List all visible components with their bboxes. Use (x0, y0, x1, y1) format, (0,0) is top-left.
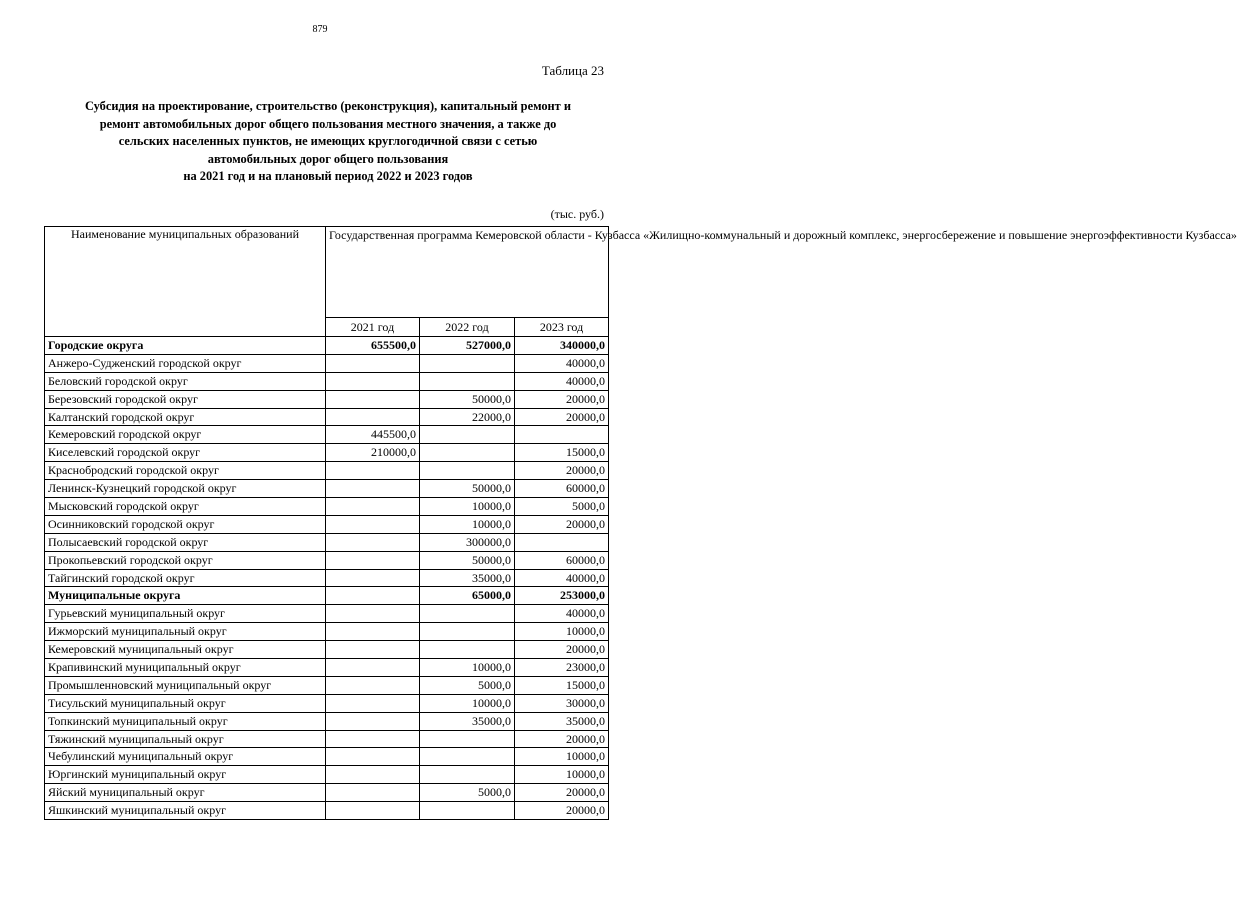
value-2021-cell (326, 641, 420, 659)
value-2021-cell (326, 748, 420, 766)
value-2022-cell (420, 462, 515, 480)
value-2023-cell: 40000,0 (515, 605, 609, 623)
table-row (45, 462, 609, 480)
municipality-name-cell: Тисульский муниципальный округ (45, 694, 326, 712)
municipality-name-cell: Прокопьевский городской округ (45, 551, 326, 569)
table-row (45, 569, 609, 587)
value-2023-cell: 20000,0 (515, 462, 609, 480)
value-2022-cell: 65000,0 (420, 587, 515, 605)
value-2023-cell: 20000,0 (515, 730, 609, 748)
title-line: сельских населенных пунктов, не имеющих круглогодичной связи с сетью (118, 134, 538, 148)
value-2022-cell: 22000,0 (420, 408, 515, 426)
value-2023-cell: 10000,0 (515, 748, 609, 766)
value-2023-cell: 20000,0 (515, 641, 609, 659)
table-row (45, 712, 609, 730)
value-2023-cell: 340000,0 (515, 337, 609, 355)
value-2021-cell (326, 498, 420, 516)
value-2021-cell (326, 623, 420, 641)
value-2023-cell: 60000,0 (515, 480, 609, 498)
table-row (45, 730, 609, 748)
table-row (45, 659, 609, 677)
value-2023-cell: 20000,0 (515, 802, 609, 820)
table-row (45, 605, 609, 623)
value-2023-cell: 20000,0 (515, 408, 609, 426)
value-2022-cell: 10000,0 (420, 659, 515, 677)
value-2021-cell (326, 694, 420, 712)
value-2023-cell: 5000,0 (515, 498, 609, 516)
value-2021-cell: 655500,0 (326, 337, 420, 355)
value-2021-cell (326, 390, 420, 408)
title-line: на 2021 год и на плановый период 2022 и 2023 годов (183, 169, 473, 183)
value-2022-cell: 10000,0 (420, 498, 515, 516)
value-2022-cell (420, 372, 515, 390)
table-row (45, 354, 609, 372)
municipality-name-cell: Гурьевский муниципальный округ (45, 605, 326, 623)
table-row (45, 784, 609, 802)
municipality-name-cell: Крапивинский муниципальный округ (45, 659, 326, 677)
program-column-header: Государственная программа Кемеровской области - Кузбасса «Жилищно-коммунальный и дорожный комплекс, энергосбережение и повышение энергоэффективности Кузбасса» (326, 227, 609, 318)
table-row (45, 551, 609, 569)
table-row (45, 498, 609, 516)
value-2022-cell: 5000,0 (420, 784, 515, 802)
municipality-name-cell: Яйский муниципальный округ (45, 784, 326, 802)
value-2023-cell: 15000,0 (515, 444, 609, 462)
value-2021-cell (326, 605, 420, 623)
title-line: Субсидия на проектирование, строительство (реконструкция), капитальный ремонт и (84, 99, 572, 113)
value-2022-cell (420, 766, 515, 784)
title-line: автомобильных дорог общего пользования (207, 151, 449, 166)
municipality-name-cell: Калтанский городской округ (45, 408, 326, 426)
value-2022-cell: 527000,0 (420, 337, 515, 355)
municipality-name-cell: Кемеровский муниципальный округ (45, 641, 326, 659)
value-2021-cell (326, 480, 420, 498)
table-row (45, 802, 609, 820)
municipality-name-cell: Муниципальные округа (45, 587, 326, 605)
value-2021-cell (326, 408, 420, 426)
value-2023-cell: 20000,0 (515, 784, 609, 802)
value-2021-cell (326, 712, 420, 730)
value-2023-cell: 40000,0 (515, 372, 609, 390)
value-2023-cell: 20000,0 (515, 390, 609, 408)
subsidy-table (44, 226, 1237, 820)
municipality-name-cell: Промышленновский муниципальный округ (45, 676, 326, 694)
value-2021-cell (326, 372, 420, 390)
value-2021-cell: 445500,0 (326, 426, 420, 444)
value-2023-cell: 10000,0 (515, 766, 609, 784)
table-row (45, 694, 609, 712)
table-row (45, 372, 609, 390)
value-2023-cell: 40000,0 (515, 569, 609, 587)
table-row (45, 426, 609, 444)
municipality-name-cell: Краснобродский городской округ (45, 462, 326, 480)
value-2023-cell: 60000,0 (515, 551, 609, 569)
value-2023-cell: 35000,0 (515, 712, 609, 730)
municipality-name-cell: Тайгинский городской округ (45, 569, 326, 587)
document-title (48, 98, 608, 186)
value-2021-cell (326, 533, 420, 551)
table-label: Таблица 23 (541, 63, 604, 78)
municipality-name-cell: Беловский городской округ (45, 372, 326, 390)
municipality-name-cell: Березовский городской округ (45, 390, 326, 408)
value-2021-cell (326, 802, 420, 820)
value-2021-cell (326, 730, 420, 748)
value-2021-cell (326, 462, 420, 480)
value-2022-cell (420, 641, 515, 659)
municipality-name-cell: Чебулинский муниципальный округ (45, 748, 326, 766)
value-2023-cell: 20000,0 (515, 515, 609, 533)
table-row (45, 748, 609, 766)
value-2021-cell (326, 676, 420, 694)
value-2021-cell (326, 551, 420, 569)
table-row (45, 641, 609, 659)
year-header-2023: 2023 год (515, 318, 609, 337)
value-2022-cell: 10000,0 (420, 694, 515, 712)
value-2022-cell: 5000,0 (420, 676, 515, 694)
value-2021-cell (326, 784, 420, 802)
value-2022-cell (420, 748, 515, 766)
value-2023-cell: 30000,0 (515, 694, 609, 712)
value-2022-cell (420, 623, 515, 641)
value-2022-cell: 50000,0 (420, 480, 515, 498)
value-2021-cell (326, 587, 420, 605)
value-2022-cell: 35000,0 (420, 712, 515, 730)
value-2022-cell: 50000,0 (420, 551, 515, 569)
table-row (45, 533, 609, 551)
table-group-row (45, 337, 609, 355)
municipality-name-cell: Тяжинский муниципальный округ (45, 730, 326, 748)
municipality-name-cell: Юргинский муниципальный округ (45, 766, 326, 784)
municipality-name-cell: Полысаевский городской округ (45, 533, 326, 551)
table-row (45, 676, 609, 694)
municipality-name-cell: Осинниковский городской округ (45, 515, 326, 533)
table-row (45, 480, 609, 498)
value-2023-cell (515, 533, 609, 551)
value-2022-cell: 35000,0 (420, 569, 515, 587)
value-2023-cell: 15000,0 (515, 676, 609, 694)
table-body (45, 337, 609, 820)
municipality-name-cell: Ленинск-Кузнецкий городской округ (45, 480, 326, 498)
value-2022-cell: 10000,0 (420, 515, 515, 533)
value-2022-cell (420, 444, 515, 462)
value-2022-cell: 50000,0 (420, 390, 515, 408)
value-2023-cell (515, 426, 609, 444)
municipality-name-cell: Кемеровский городской округ (45, 426, 326, 444)
value-2022-cell (420, 605, 515, 623)
table-row (45, 444, 609, 462)
value-2022-cell (420, 354, 515, 372)
municipality-name-cell: Ижморский муниципальный округ (45, 623, 326, 641)
units-label: (тыс. руб.) (550, 207, 604, 221)
municipality-name-cell: Топкинский муниципальный округ (45, 712, 326, 730)
table-row (45, 515, 609, 533)
table-group-row (45, 587, 609, 605)
value-2022-cell (420, 802, 515, 820)
value-2022-cell (420, 426, 515, 444)
year-header-2022: 2022 год (420, 318, 515, 337)
title-line: ремонт автомобильных дорог общего пользования местного значения, а также до (99, 116, 557, 131)
value-2021-cell (326, 659, 420, 677)
value-2021-cell (326, 766, 420, 784)
value-2023-cell: 23000,0 (515, 659, 609, 677)
year-header-2021: 2021 год (326, 318, 420, 337)
value-2021-cell (326, 569, 420, 587)
value-2021-cell (326, 515, 420, 533)
value-2022-cell: 300000,0 (420, 533, 515, 551)
value-2023-cell: 10000,0 (515, 623, 609, 641)
table-row (45, 623, 609, 641)
value-2022-cell (420, 730, 515, 748)
value-2023-cell: 40000,0 (515, 354, 609, 372)
value-2021-cell: 210000,0 (326, 444, 420, 462)
municipality-name-cell: Киселевский городской округ (45, 444, 326, 462)
value-2023-cell: 253000,0 (515, 587, 609, 605)
municipality-name-cell: Мысковский городской округ (45, 498, 326, 516)
table-row (45, 766, 609, 784)
municipality-name-cell: Яшкинский муниципальный округ (45, 802, 326, 820)
value-2021-cell (326, 354, 420, 372)
table-row (45, 408, 609, 426)
page-number: 879 (312, 24, 328, 35)
municipality-column-header: Наименование муниципальных образований (45, 227, 326, 337)
municipality-name-cell: Городские округа (45, 337, 326, 355)
municipality-name-cell: Анжеро-Судженский городской округ (45, 354, 326, 372)
table-row (45, 390, 609, 408)
